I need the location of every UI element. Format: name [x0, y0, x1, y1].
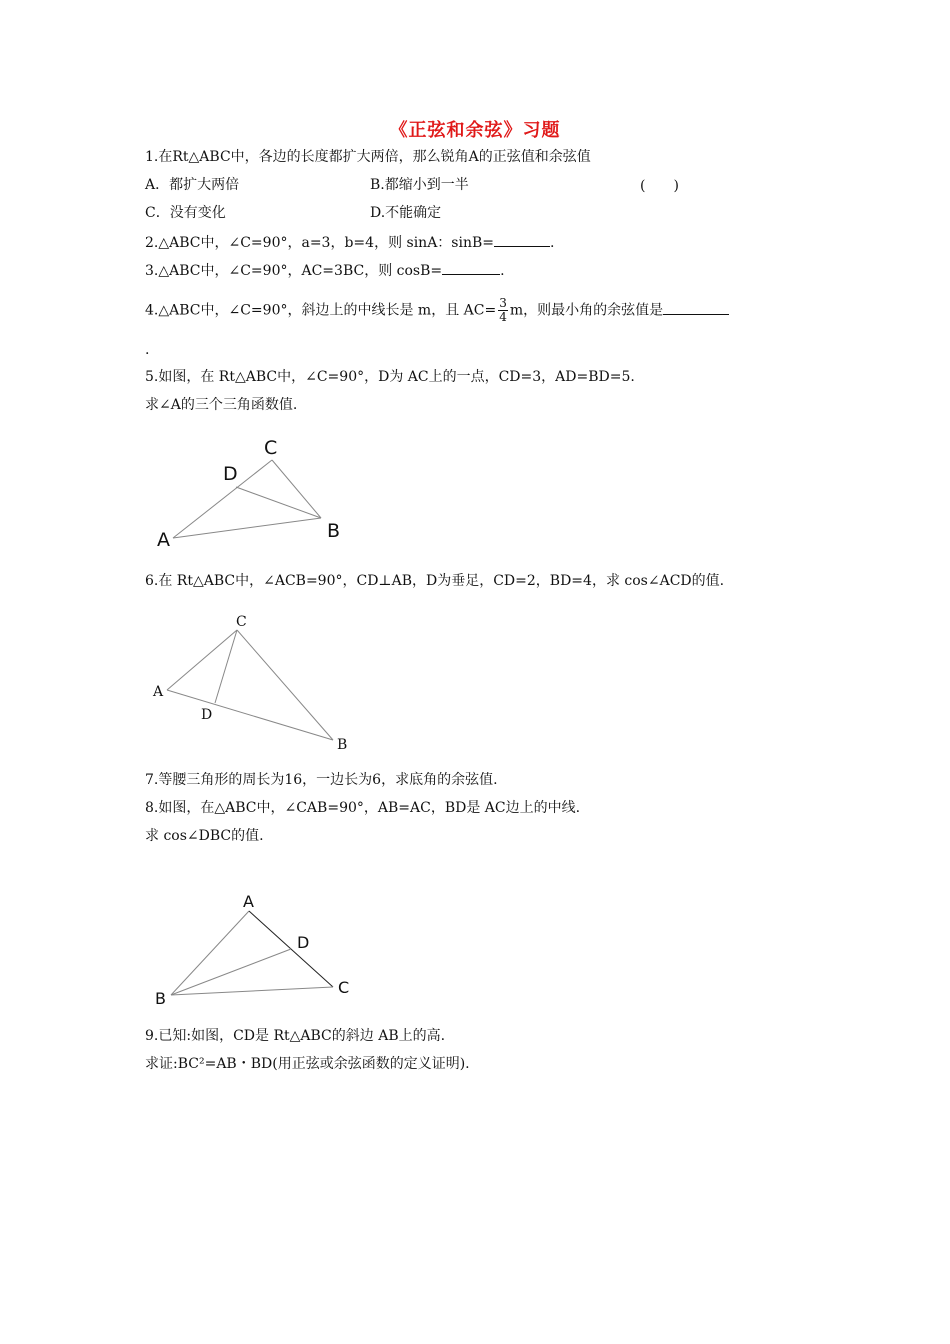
- page-title: 《正弦和余弦》习题: [389, 120, 561, 141]
- fig6-label-d: D: [201, 707, 213, 723]
- q4-fraction-numerator: 3: [499, 296, 507, 310]
- q9-line1: 9.已知:如图，CD是 Rt△ABC的斜边 AB上的高.: [145, 1028, 446, 1044]
- figure-q5: [173, 460, 321, 538]
- fig5-label-a: A: [157, 529, 170, 551]
- fig8-segment-bc: [171, 987, 333, 995]
- fig8-label-a: A: [243, 892, 254, 911]
- q1-option-c: C．没有变化: [145, 205, 226, 221]
- q5-line2: 求∠A的三个三角函数值.: [145, 397, 298, 413]
- q1-stem: 1.在Rt△ABC中，各边的长度都扩大两倍，那么锐角A的正弦值和余弦值: [145, 149, 591, 165]
- fig5-label-b: B: [327, 520, 341, 542]
- q1-answer-paren: ( ): [640, 178, 679, 194]
- q8-line2: 求 cos∠DBC的值.: [145, 828, 264, 844]
- q3-text: 3.△ABC中，∠C=90°，AC=3BC，则 cosB=: [145, 263, 443, 279]
- q4-text-b: m，则最小角的余弦值是: [509, 302, 664, 319]
- q9-line2: 求证:BC²=AB・BD(用正弦或余弦函数的定义证明).: [145, 1056, 470, 1072]
- fig6-segment-ab: [167, 690, 333, 740]
- figure-q8: [171, 911, 333, 995]
- fig8-segment-ab: [171, 911, 249, 995]
- fig6-label-b: B: [337, 737, 348, 753]
- q4-end: .: [145, 342, 150, 358]
- fig8-label-c: C: [338, 978, 350, 997]
- fig6-label-a: A: [153, 684, 164, 700]
- q8-line1: 8.如图，在△ABC中，∠CAB=90°，AB=AC，BD是 AC边上的中线.: [145, 800, 581, 816]
- q4-fraction-denominator: 4: [499, 310, 507, 324]
- fig6-segment-cb: [237, 630, 333, 740]
- q1-option-b: B.都缩小到一半: [370, 177, 469, 193]
- q5-line1: 5.如图，在 Rt△ABC中，∠C=90°，D为 AC上的一点，CD=3，AD=BD=5.: [145, 369, 635, 385]
- fig6-label-c: C: [236, 614, 247, 630]
- figure-q6: [167, 630, 333, 740]
- q1-option-d: D.不能确定: [370, 205, 442, 221]
- fig6-segment-cd: [215, 630, 237, 703]
- fig6-segment-ac: [167, 630, 237, 690]
- q6-line1: 6.在 Rt△ABC中，∠ACB=90°，CD⊥AB，D为垂足，CD=2，BD=4，求 cos∠ACD的值.: [145, 573, 725, 589]
- q3-end: .: [500, 263, 505, 279]
- fig5-label-d: D: [223, 463, 238, 485]
- fig5-label-c: C: [264, 437, 278, 459]
- fig8-label-b: B: [155, 989, 166, 1008]
- fig8-segment-bd: [171, 949, 291, 995]
- q2-text: 2.△ABC中，∠C=90°，a=3，b=4，则 sinA：sinB=: [145, 235, 495, 251]
- q7-line1: 7.等腰三角形的周长为16，一边长为6，求底角的余弦值.: [145, 772, 498, 788]
- q1-option-a: A．都扩大两倍: [145, 177, 240, 193]
- fig8-label-d: D: [297, 933, 310, 952]
- q4-text-a: 4.△ABC中，∠C=90°，斜边上的中线长是 m，且 AC=: [145, 302, 497, 319]
- q2-end: .: [550, 235, 555, 251]
